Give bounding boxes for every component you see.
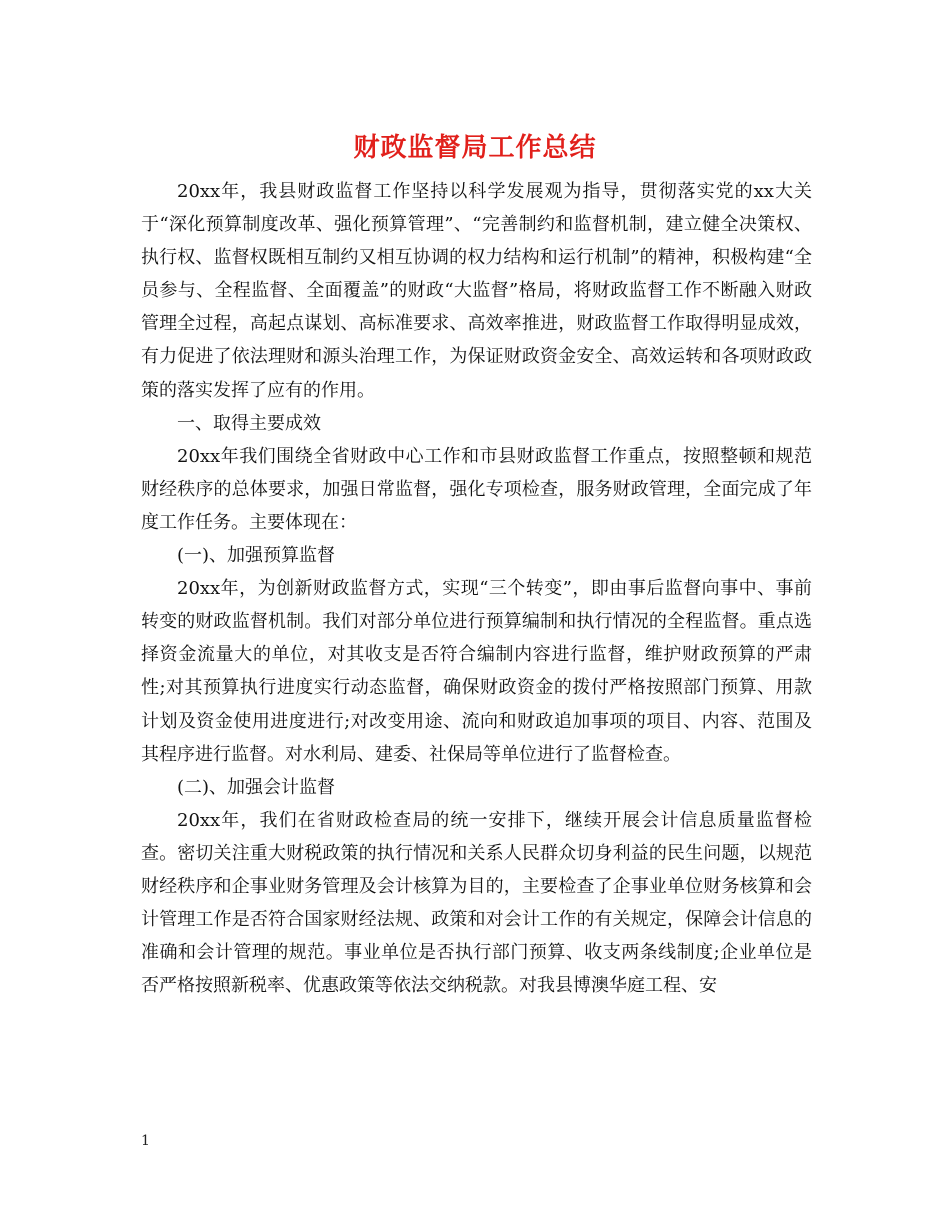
subsection-heading-budget-supervision: (一)、加强预算监督 xyxy=(177,545,336,567)
document-title: 财政监督局工作总结 xyxy=(353,133,597,163)
accounting-supervision-paragraph: 20xx年，我们在省财政检查局的统一安排下，继续开展会计信息质量监督检查。密切关注重大财税政策的执行情况和关系人民群众切身利益的民生问题，以规范财经秩序和企事业财务管理及会计核算为目的，主要检查了企事业单位财务核算和会计管理工作是否符合国家财经法规、政策和对会计工作的有关规定，保障会计信息的准确和会计管理的规范。事业单位是否执行部门预算、收支两条线制度;企业单位是否严格按照新税率、优惠政策等依法交纳税款。对我县博澳华庭工程、安 xyxy=(141,809,812,997)
achievements-paragraph: 20xx年我们围绕全省财政中心工作和市县财政监督工作重点，按照整顿和规范财经秩序的总体要求，加强日常监督，强化专项检查，服务财政管理，全面完成了年度工作任务。主要体现在： xyxy=(141,445,812,533)
intro-paragraph: 20xx年，我县财政监督工作坚持以科学发展观为指导，贯彻落实党的xx大关于“深化预算制度改革、强化预算管理”、“完善制约和监督机制，建立健全决策权、执行权、监督权既相互制约又相互协调的权力结构和运行机制”的精神，积极构建“全员参与、全程监督、全面覆盖”的财政“大监督”格局，将财政监督工作不断融入财政管理全过程，高起点谋划、高标准要求、高效率推进，财政监督工作取得明显成效，有力促进了依法理财和源头治理工作，为保证财政资金安全、高效运转和各项财政政策的落实发挥了应有的作用。 xyxy=(141,181,812,401)
document-body xyxy=(141,175,812,1002)
budget-supervision-paragraph: 20xx年，为创新财政监督方式，实现“三个转变”，即由事后监督向事中、事前转变的财政监督机制。我们对部分单位进行预算编制和执行情况的全程监督。重点选择资金流量大的单位，对其收支是否符合编制内容进行监督，维护财政预算的严肃性;对其预算执行进度实行动态监督，确保财政资金的拨付严格按照部门预算、用款计划及资金使用进度进行;对改变用途、流向和财政追加事项的项目、内容、范围及其程序进行监督。对水利局、建委、社保局等单位进行了监督检查。 xyxy=(141,578,812,765)
page-number: 1 xyxy=(141,1133,150,1149)
subsection-heading-accounting-supervision: (二)、加强会计监督 xyxy=(177,776,336,798)
section-heading-achievements: 一、取得主要成效 xyxy=(177,412,321,434)
